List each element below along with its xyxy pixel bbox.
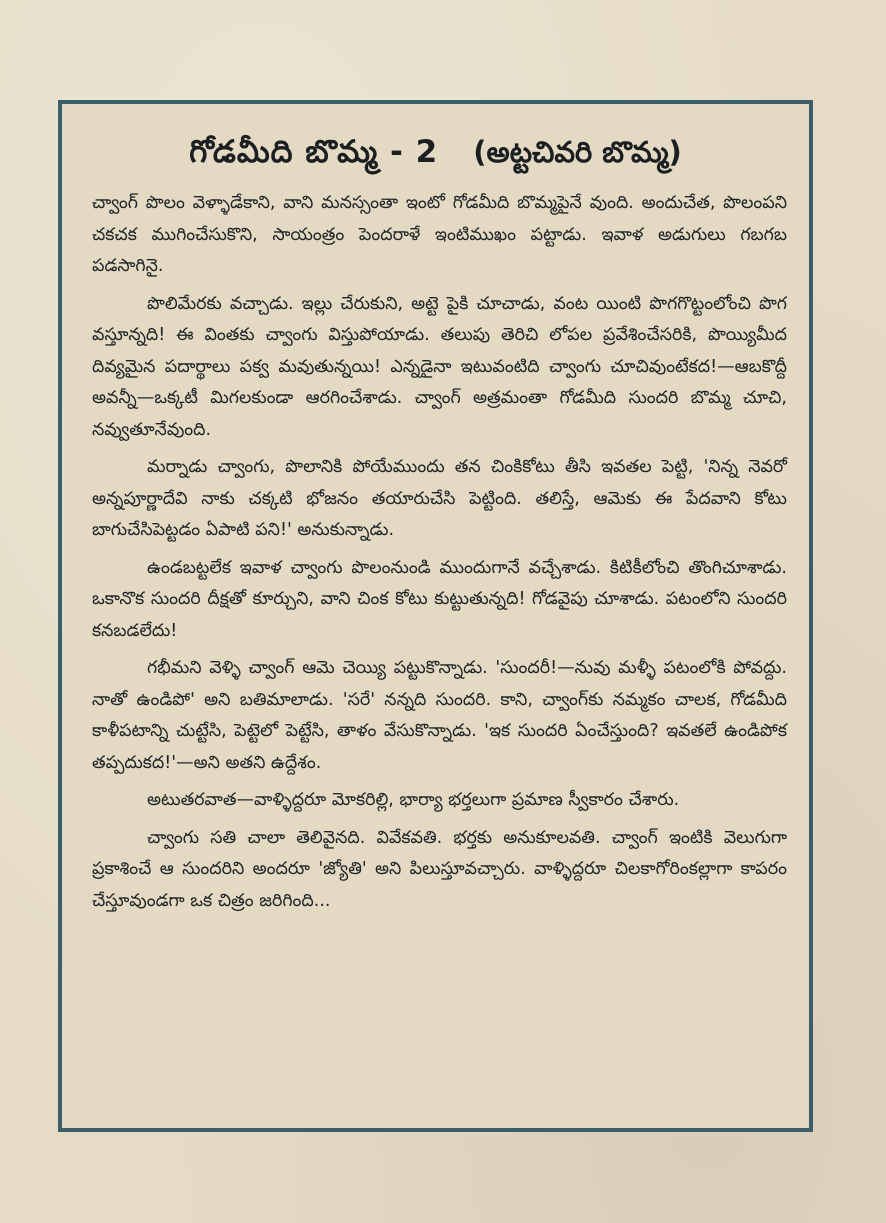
bordered-frame (58, 100, 813, 1132)
paragraph-3: మర్నాడు చ్వాంగు, పొలానికి పోయేముందు తన చింకికోటు తీసి ఇవతల పెట్టి, 'నిన్న నెవరో అన్నపూర్ణాదేవి నాకు చక్కటి భోజనం తయారుచేసి పెట్టింది. తలిస్తే, ఆమెకు ఈ పేదవాని కోటు బాగుచేసిపెట్టడం ఏపాటి పని!' అనుకున్నాడు. (92, 457, 787, 540)
paragraph-1: చ్వాంగ్ పొలం వెళ్ళాడేకాని, వాని మనస్సంతా ఇంటో గోడమీది బొమ్మపైనే వుంది. అందుచేత, పొలంపని చకచక ముగించేసుకొని, సాయంత్రం పెందరాళే ఇంటిముఖం పట్టాడు. ఇవాళ అడుగులు గబగబ పడసాగినై. (92, 193, 787, 276)
paragraph-5: గభీమని వెళ్ళి చ్వాంగ్ ఆమె చెయ్యి పట్టుకొన్నాడు. 'సుందరీ!—నువు మళ్ళీ పటంలోకి పోవద్దు. నాతో ఉండిపో' అని బతిమాలాడు. 'సరే' నన్నది సుందరి. కాని, చ్వాంగ్‌కు నమ్మకం చాలక, గోడమీది కాళీపటాన్ని చుట్టేసి, పెట్టెలో పెట్టేసి, తాళం వేసుకొన్నాడు. 'ఇక సుందరి ఏంచేస్తుంది? ఇవతలే ఉండిపోక తప్పదుకద!'—అని అతని ఉద్దేశం. (92, 658, 787, 773)
title-row (62, 134, 809, 177)
page-title: గోడమీది బొమ్మ - 2 (189, 134, 439, 170)
paragraph-4: ఉండబట్టలేక ఇవాళ చ్వాంగు పొలంనుండి ముందుగానే వచ్చేశాడు. కిటికీలోంచి తొంగిచూశాడు. ఒకానొక సుందరి దీక్షతో కూర్చుని, వాని చింక కోటు కుట్టుతున్నది! గోడవైపు చూశాడు. పటంలోని సుందరి కనబడలేదు! (92, 557, 787, 641)
page-subtitle: (అట్టచివరి బొమ్మ) (473, 135, 682, 169)
paragraph-6: అటుతరవాత—వాళ్ళిద్దరూ మోకరిల్లి, భార్యా భర్తలుగా ప్రమాణ స్వీకారం చేశారు. (147, 790, 680, 810)
paragraph-7: చ్వాంగు సతి చాలా తెలివైనది. వివేకవతి. భర్తకు అనుకూలవతి. చ్వాంగ్ ఇంటికి వెలుగుగా ప్రకాశించే ఆ సుందరిని అందరూ 'జ్యోతి' అని పిలుస్తూవచ్చారు. వాళ్ళిద్దరూ చిలకాగోరింకల్లాగా కాపరం చేస్తూవుండగా ఒక చిత్రం జరిగింది... (92, 827, 787, 911)
paragraph-2: పొలిమేరకు వచ్చాడు. ఇల్లు చేరుకుని, అట్టె పైకి చూచాడు, వంట యింటి పొగగొట్టంలోంచి పొగ వస్తూన్నది! ఈ వింతకు చ్వాంగు విస్తుపోయాడు. తలుపు తెరిచి లోపల ప్రవేశించేసరికి, పొయ్యిమీద దివ్యమైన పదార్థాలు పక్వ మవుతున్నయి! ఎన్నడైనా ఇటువంటిది చ్వాంగు చూచివుంటేకద!—ఆబకొద్దీ అవన్నీ—ఒక్కటీ మిగలకుండా ఆరగించేశాడు. చ్వాంగ్ అత్రమంతా గోడమీది సుందరి బొమ్మ చూచి, నవ్వుతూనేవుంది. (92, 293, 787, 440)
story-text (92, 188, 787, 917)
